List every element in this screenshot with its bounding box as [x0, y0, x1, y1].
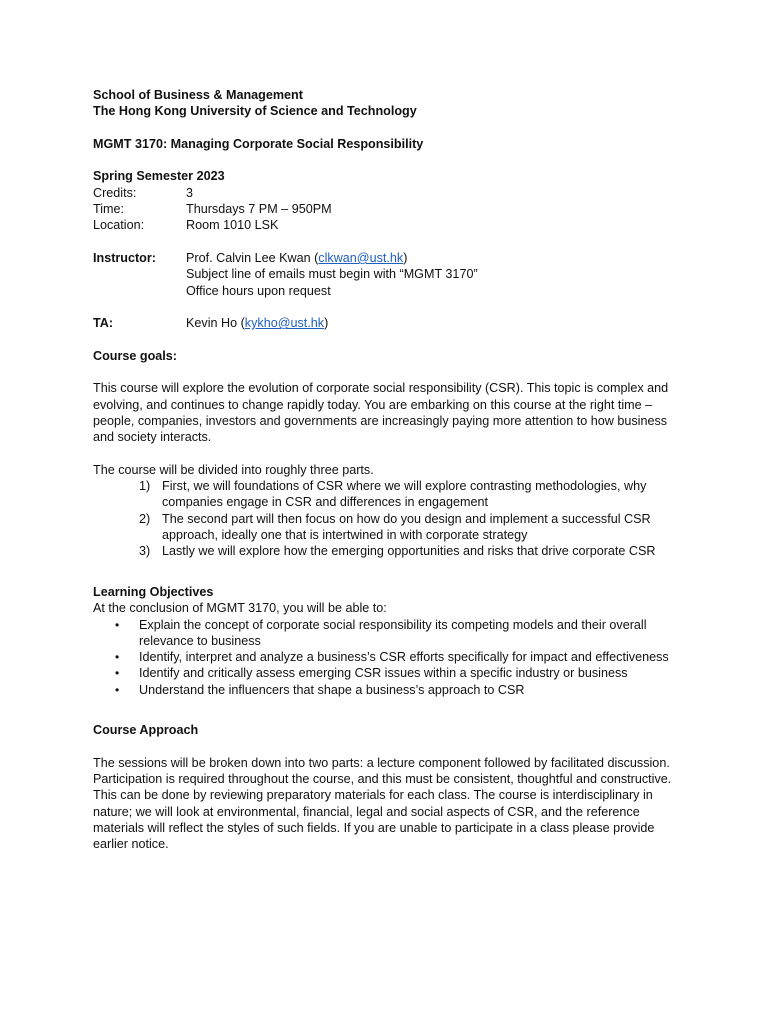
bullet-icon: • [115, 617, 120, 632]
course-parts-intro: The course will be divided into roughly three parts. [93, 462, 374, 477]
bullet-icon: • [115, 682, 120, 697]
list-item [93, 649, 683, 665]
credits-row [93, 185, 683, 201]
ta-row [93, 315, 683, 331]
learning-objectives-intro: At the conclusion of MGMT 3170, you will be able to: [93, 601, 387, 616]
list-item-text: Lastly we will explore how the emerging opportunities and risks that drive corporate CSR [162, 544, 656, 559]
instructor-value [186, 250, 683, 266]
list-item [93, 617, 683, 650]
list-item [93, 478, 683, 511]
list-item-text: Identify, interpret and analyze a business’s CSR efforts specifically for impact and effectiveness [139, 650, 669, 665]
list-item [93, 511, 683, 544]
credits-label: Credits: [93, 185, 137, 200]
ta-email-link[interactable]: kykho@ust.hk [244, 316, 325, 331]
bullet-icon: • [115, 650, 120, 665]
list-item-text: Explain the concept of corporate social responsibility its competing models and their overall relevance to business [139, 617, 647, 648]
list-item-number: 1) [139, 479, 151, 494]
list-item-number: 3) [139, 544, 151, 559]
location-row [93, 217, 683, 233]
school-name: School of Business & Management [93, 88, 303, 102]
course-approach-heading: Course Approach [93, 723, 199, 738]
ta-name: Kevin Ho ( [186, 316, 245, 331]
ta-name-close: ) [324, 316, 329, 331]
course-goals-intro: This course will explore the evolution of corporate social responsibility (CSR). This topic is complex and evolving, and continues to change rapidly today. You are embarking on this course at the right time – people, companies, investors and governments are increasingly paying more attention to how business and society interacts. [93, 381, 669, 445]
ta-value [186, 315, 683, 331]
instructor-name-close: ) [403, 250, 408, 265]
course-parts-list [93, 478, 683, 559]
course-goals-heading: Course goals: [93, 348, 177, 363]
course-title: MGMT 3170: Managing Corporate Social Responsibility [93, 136, 424, 151]
syllabus-page [93, 87, 683, 853]
instructor-name: Prof. Calvin Lee Kwan ( [186, 250, 319, 265]
credits-value: 3 [186, 185, 194, 200]
list-item-number: 2) [139, 511, 151, 526]
location-label: Location: [93, 218, 145, 233]
time-value: Thursdays 7 PM – 950PM [186, 202, 332, 217]
list-item [93, 543, 683, 559]
instructor-label: Instructor: [93, 250, 156, 265]
list-item-text: Identify and critically assess emerging CSR issues within a specific industry or business [139, 666, 628, 681]
list-item-text: First, we will foundations of CSR where we will explore contrasting methodologies, why companies engage in CSR and differences in engagement [162, 479, 647, 510]
time-label: Time: [93, 202, 125, 217]
course-approach-body: The sessions will be broken down into two parts: a lecture component followed by facilitated discussion. Participation is required throughout the course, and this must be consistent, thoughtful and constructive. This can be done by reviewing preparatory materials for each class. The course is interdisciplinary in nature; we will look at environmental, financial, legal and social aspects of CSR, and the reference materials will reflect the styles of such fields. If you are unable to participate in a class please provide earlier notice. [93, 755, 672, 852]
ta-label: TA: [93, 316, 114, 331]
instructor-email-link[interactable]: clkwan@ust.hk [318, 250, 404, 265]
instructor-office-hours: Office hours upon request [186, 283, 331, 298]
list-item [93, 682, 683, 698]
list-item-text: The second part will then focus on how do you design and implement a successful CSR approach, ideally one that is intertwined in with corporate strategy [162, 511, 651, 543]
learning-objectives-heading: Learning Objectives [93, 584, 214, 599]
university-name: The Hong Kong University of Science and Technology [93, 104, 417, 119]
list-item-text: Understand the influencers that shape a business’s approach to CSR [139, 682, 525, 697]
bullet-icon: • [115, 666, 120, 681]
location-value: Room 1010 LSK [186, 218, 279, 233]
list-item [93, 665, 683, 681]
learning-objectives-list [93, 617, 683, 698]
semester: Spring Semester 2023 [93, 169, 225, 184]
time-row [93, 201, 683, 217]
instructor-row [93, 250, 683, 266]
instructor-email-note: Subject line of emails must begin with “MGMT 3170” [186, 267, 478, 282]
